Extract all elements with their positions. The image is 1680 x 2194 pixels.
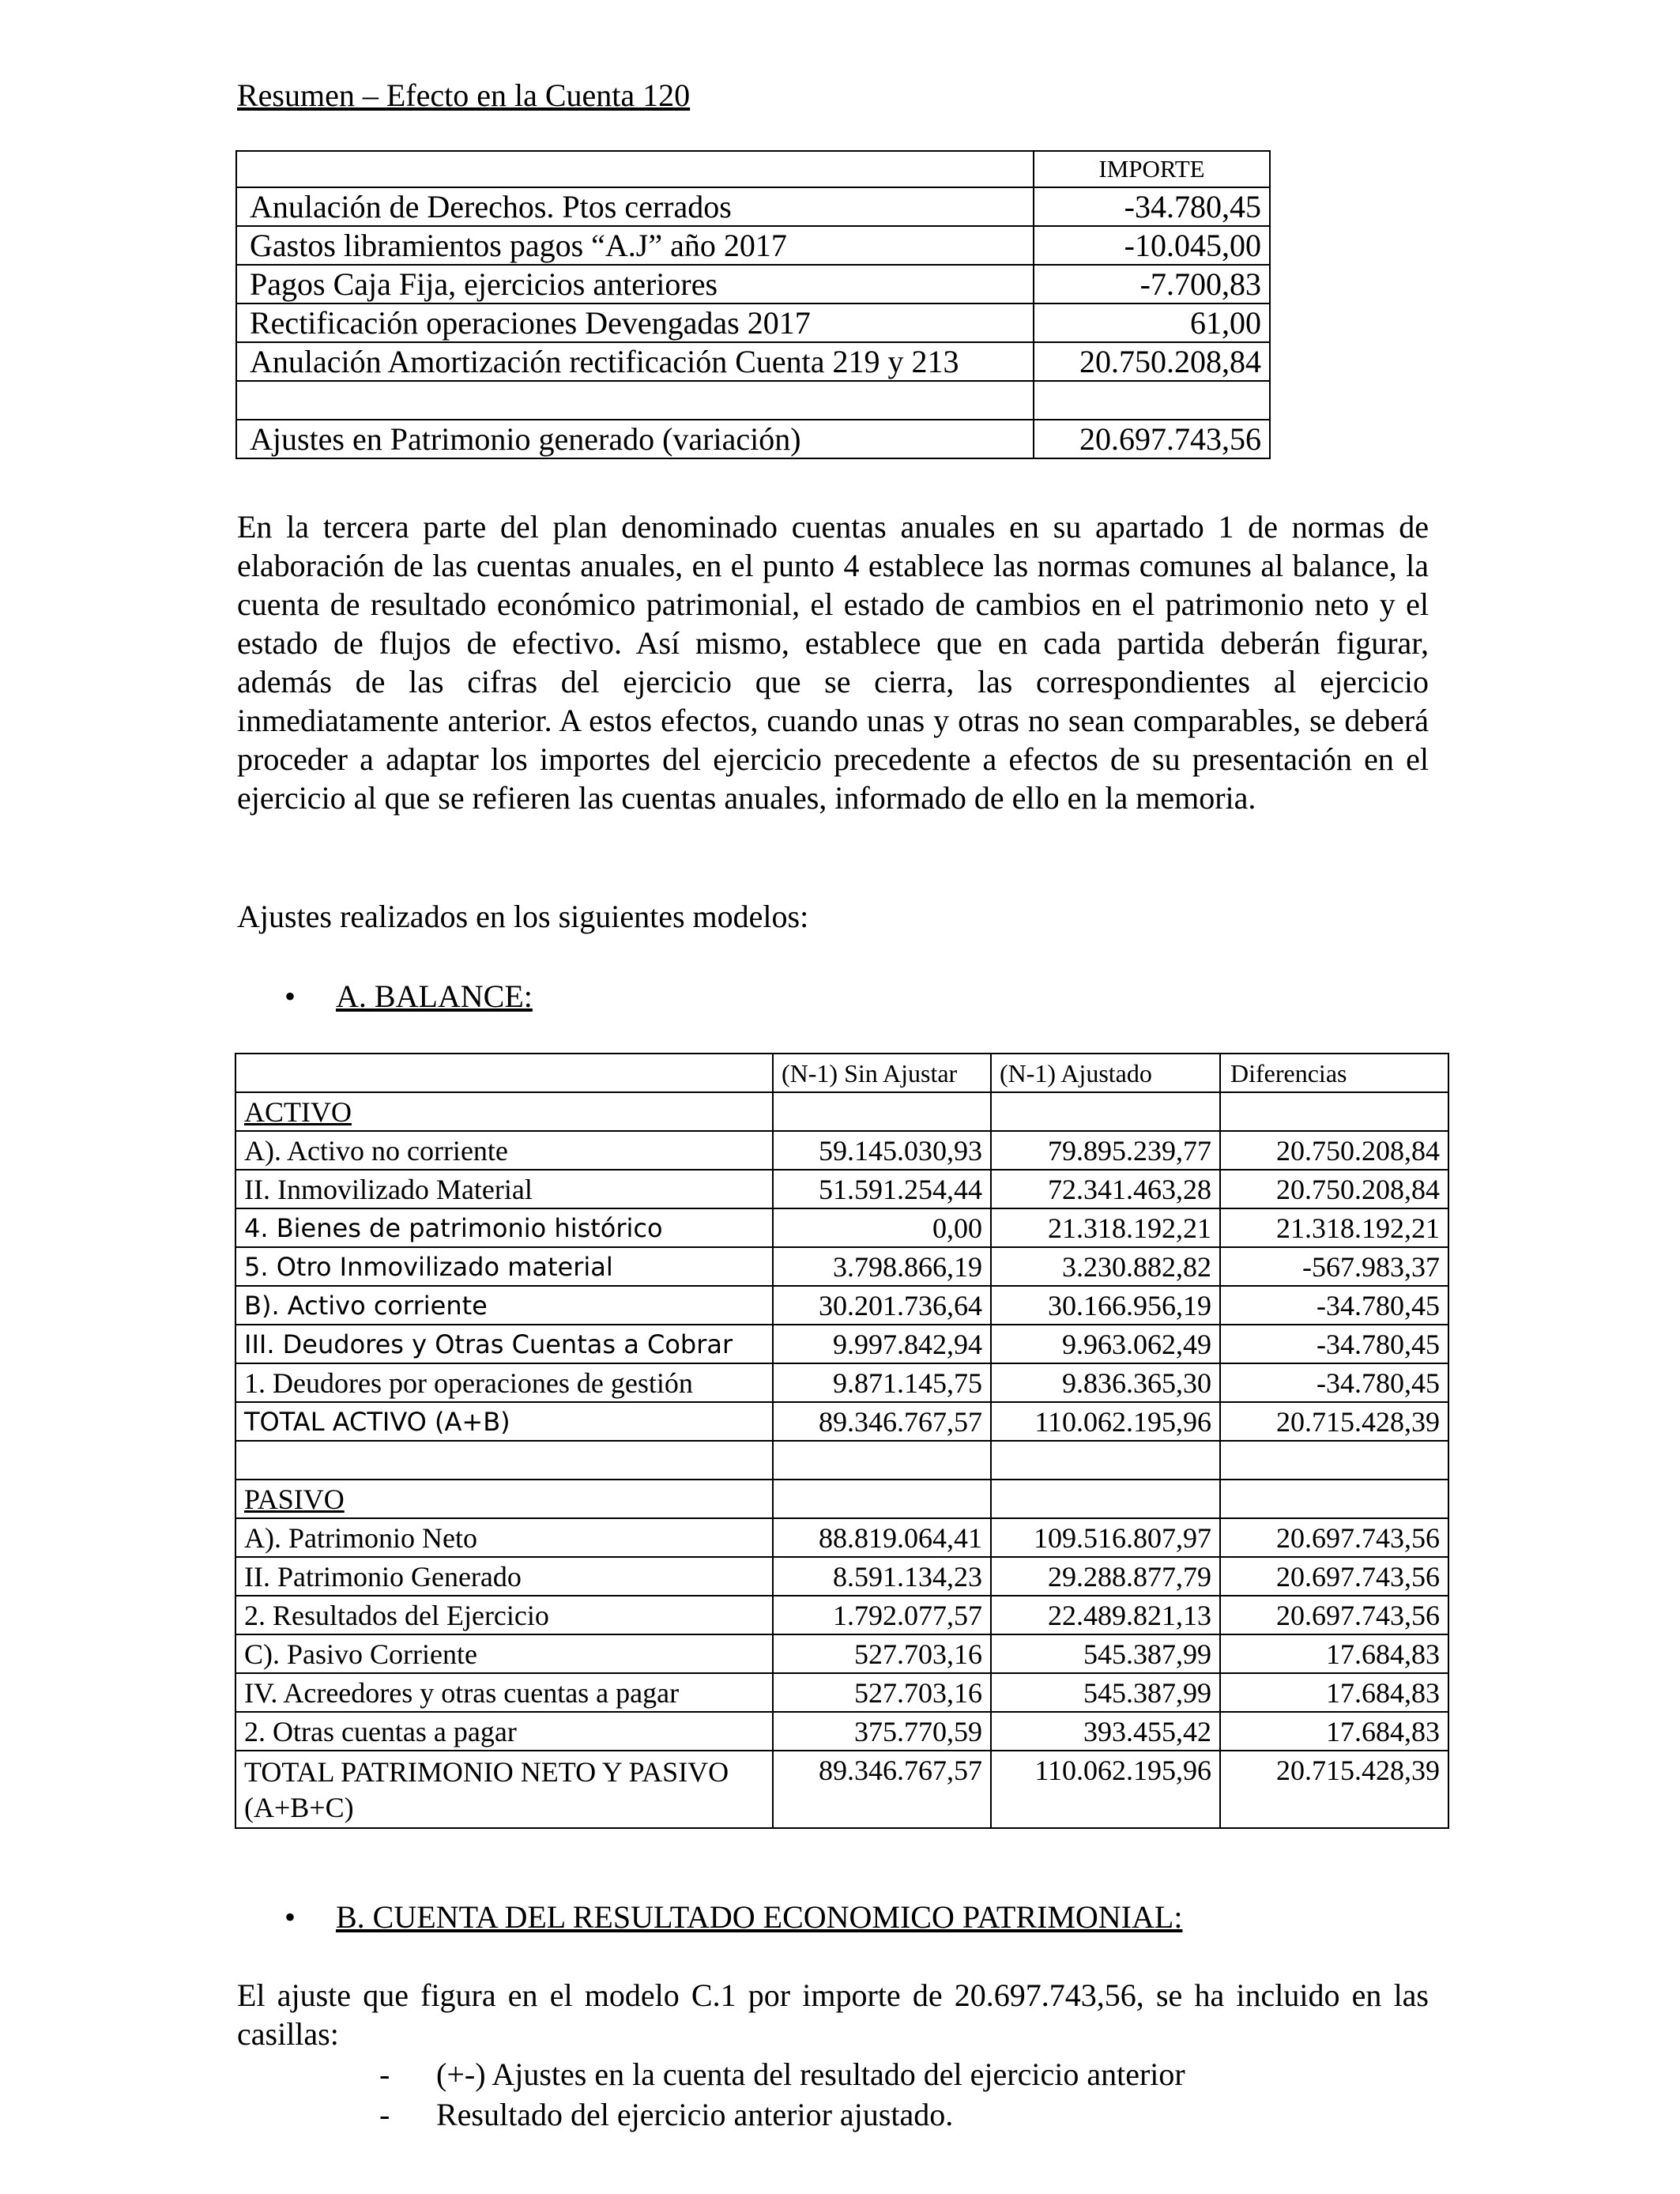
table-row [235,1751,1448,1828]
header-empty-cell [235,1054,773,1092]
value-diferencias: 20.715.428,39 [1220,1751,1448,1828]
table-row [236,265,1270,303]
row-amount: -7.700,83 [1034,265,1270,303]
row-label: PASIVO [235,1480,773,1518]
table-row-total [236,420,1270,458]
table-row [235,1634,1448,1673]
row-amount: -34.780,45 [1034,187,1270,226]
row-label: 2. Otras cuentas a pagar [235,1712,773,1751]
table-row-empty [236,381,1270,420]
value-diferencias: -34.780,45 [1220,1325,1448,1363]
row-amount [1034,381,1270,420]
value-ajustado: 22.489.821,13 [991,1596,1220,1634]
value-sin-ajustar: 9.997.842,94 [773,1325,991,1363]
value-sin-ajustar: 8.591.134,23 [773,1557,991,1596]
section-b-label: B. CUENTA DEL RESULTADO ECONOMICO PATRIMONIAL: [336,1899,1183,1935]
row-label: Rectificación operaciones Devengadas 2017 [236,303,1034,342]
row-label: II. Inmovilizado Material [235,1170,773,1208]
bullet-icon: • [284,1899,296,1935]
value-sin-ajustar: 89.346.767,57 [773,1402,991,1441]
row-label: TOTAL ACTIVO (A+B) [235,1402,773,1441]
row-label: Ajustes en Patrimonio generado (variación) [236,420,1034,458]
row-label: B). Activo corriente [235,1286,773,1325]
summary-table [235,150,1271,459]
table-row [235,1596,1448,1634]
value-diferencias: 17.684,83 [1220,1712,1448,1751]
value-diferencias: 20.697.743,56 [1220,1596,1448,1634]
table-row [236,226,1270,265]
page-title: Resumen – Efecto en la Cuenta 120 [237,77,691,113]
value-diferencias: -34.780,45 [1220,1286,1448,1325]
value-sin-ajustar: 51.591.254,44 [773,1170,991,1208]
row-label: A). Activo no corriente [235,1131,773,1170]
value-ajustado: 110.062.195,96 [991,1402,1220,1441]
table-row [235,1208,1448,1247]
value-sin-ajustar: 88.819.064,41 [773,1518,991,1557]
balance-table [235,1053,1449,1829]
value-ajustado: 110.062.195,96 [991,1751,1220,1828]
row-label: ACTIVO [235,1092,773,1131]
value-ajustado [991,1092,1220,1131]
table-row [235,1325,1448,1363]
value-ajustado: 9.963.062,49 [991,1325,1220,1363]
value-sin-ajustar: 527.703,16 [773,1634,991,1673]
row-label: 4. Bienes de patrimonio histórico [235,1208,773,1247]
value-sin-ajustar [773,1441,991,1480]
value-sin-ajustar: 9.871.145,75 [773,1363,991,1402]
row-label: 5. Otro Inmovilizado material [235,1247,773,1286]
table-row [235,1286,1448,1325]
value-sin-ajustar: 527.703,16 [773,1673,991,1712]
table-row [235,1247,1448,1286]
value-ajustado: 9.836.365,30 [991,1363,1220,1402]
value-diferencias: 20.750.208,84 [1220,1170,1448,1208]
row-amount: 20.750.208,84 [1034,342,1270,381]
value-ajustado: 545.387,99 [991,1673,1220,1712]
value-diferencias [1220,1480,1448,1518]
table-row [235,1480,1448,1518]
row-label: III. Deudores y Otras Cuentas a Cobrar [235,1325,773,1363]
table-row [235,1131,1448,1170]
value-diferencias: 21.318.192,21 [1220,1208,1448,1247]
table-row [235,1673,1448,1712]
value-sin-ajustar: 1.792.077,57 [773,1596,991,1634]
table-row [235,1441,1448,1480]
value-sin-ajustar [773,1480,991,1518]
value-ajustado: 30.166.956,19 [991,1286,1220,1325]
row-label: Pagos Caja Fija, ejercicios anteriores [236,265,1034,303]
row-label: 1. Deudores por operaciones de gestión [235,1363,773,1402]
header-diferencias: Diferencias [1220,1054,1448,1092]
table-row [236,303,1270,342]
table-row [235,1557,1448,1596]
row-label: Anulación de Derechos. Ptos cerrados [236,187,1034,226]
value-diferencias: -34.780,45 [1220,1363,1448,1402]
value-diferencias: 20.697.743,56 [1220,1557,1448,1596]
row-label [236,381,1034,420]
list-item-text: Resultado del ejercicio anterior ajustado. [436,2097,954,2132]
value-diferencias: -567.983,37 [1220,1247,1448,1286]
value-ajustado: 72.341.463,28 [991,1170,1220,1208]
table-header-row [236,151,1270,187]
value-diferencias: 17.684,83 [1220,1634,1448,1673]
closing-paragraph: El ajuste que figura en el modelo C.1 por importe de 20.697.743,56, se ha incluido en las casillas: [237,1977,1429,2052]
intro-text: Ajustes realizados en los siguientes modelos: [237,899,809,934]
row-amount: 61,00 [1034,303,1270,342]
list-item-text: (+-) Ajustes en la cuenta del resultado del ejercicio anterior [436,2056,1185,2092]
table-row [235,1712,1448,1751]
importe-header: IMPORTE [1034,151,1270,187]
row-label: Anulación Amortización rectificación Cuenta 219 y 213 [236,342,1034,381]
value-sin-ajustar: 59.145.030,93 [773,1131,991,1170]
row-label: II. Patrimonio Generado [235,1557,773,1596]
table-row [235,1092,1448,1131]
value-ajustado: 545.387,99 [991,1634,1220,1673]
bullet-icon: • [284,978,296,1014]
table-row [235,1402,1448,1441]
header-ajustado: (N-1) Ajustado [991,1054,1220,1092]
table-row [236,187,1270,226]
header-empty-cell [236,151,1034,187]
value-sin-ajustar [773,1092,991,1131]
value-ajustado: 3.230.882,82 [991,1247,1220,1286]
value-sin-ajustar: 3.798.866,19 [773,1247,991,1286]
table-row [236,342,1270,381]
row-label: C). Pasivo Corriente [235,1634,773,1673]
value-sin-ajustar: 30.201.736,64 [773,1286,991,1325]
row-label: IV. Acreedores y otras cuentas a pagar [235,1673,773,1712]
value-ajustado: 109.516.807,97 [991,1518,1220,1557]
table-row [235,1518,1448,1557]
row-label: Gastos libramientos pagos “A.J” año 2017 [236,226,1034,265]
value-diferencias: 20.715.428,39 [1220,1402,1448,1441]
value-ajustado [991,1441,1220,1480]
value-sin-ajustar: 375.770,59 [773,1712,991,1751]
body-paragraph: En la tercera parte del plan denominado cuentas anuales en su apartado 1 de normas de elaboración de las cuentas anuales, en el punto 4 establece las normas comunes al balance, la cuenta de resultado económico patrimonial, el estado de cambios en el patrimonio neto y el estado de flujos de efectivo. Así mismo, establece que en cada partida deberán figurar, además de las cifras del ejercicio que se cierra, las correspondientes al ejercicio inmediatamente anterior. A estos efectos, cuando unas y otras no sean comparables, se deberá proceder a adaptar los importes del ejercicio precedente a efectos de su presentación en el ejercicio al que se refieren las cuentas anuales, informado de ello en la memoria. [237,509,1429,816]
value-diferencias: 20.697.743,56 [1220,1518,1448,1557]
value-diferencias [1220,1092,1448,1131]
dash-marker: - [379,2097,390,2132]
value-ajustado: 79.895.239,77 [991,1131,1220,1170]
dash-marker: - [379,2056,390,2092]
row-label: 2. Resultados del Ejercicio [235,1596,773,1634]
value-ajustado: 29.288.877,79 [991,1557,1220,1596]
row-label: TOTAL PATRIMONIO NETO Y PASIVO (A+B+C) [235,1751,773,1828]
value-diferencias [1220,1441,1448,1480]
row-amount: 20.697.743,56 [1034,420,1270,458]
header-sin-ajustar: (N-1) Sin Ajustar [773,1054,991,1092]
table-row [235,1170,1448,1208]
value-diferencias: 20.750.208,84 [1220,1131,1448,1170]
value-ajustado [991,1480,1220,1518]
section-a-label: A. BALANCE: [336,978,533,1014]
table-row [235,1363,1448,1402]
value-sin-ajustar: 0,00 [773,1208,991,1247]
value-ajustado: 393.455,42 [991,1712,1220,1751]
row-label: A). Patrimonio Neto [235,1518,773,1557]
value-sin-ajustar: 89.346.767,57 [773,1751,991,1828]
value-ajustado: 21.318.192,21 [991,1208,1220,1247]
value-diferencias: 17.684,83 [1220,1673,1448,1712]
row-amount: -10.045,00 [1034,226,1270,265]
row-label [235,1441,773,1480]
table-header-row [235,1054,1448,1092]
